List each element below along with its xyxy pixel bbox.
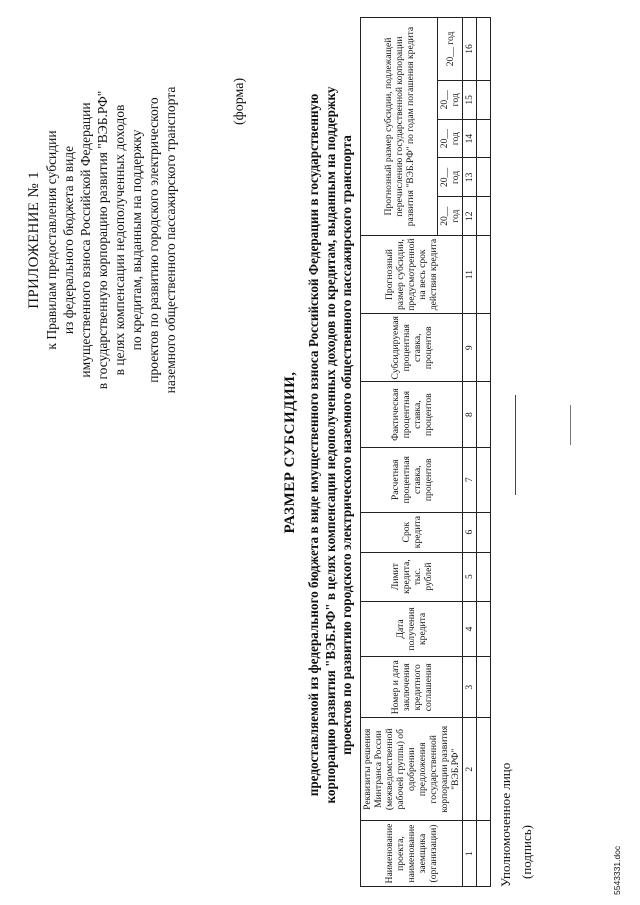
subsidy-table bbox=[360, 17, 491, 887]
empty-cell bbox=[477, 18, 491, 81]
signature-line bbox=[515, 395, 516, 495]
subtitle-line: корпорацию развития "ВЭБ.РФ" в целях компенсации недополученных доходов по кредитам, выданным на поддержку bbox=[322, 86, 338, 804]
empty-cell bbox=[477, 512, 491, 552]
year-header: 20__ год bbox=[438, 197, 463, 236]
appendix-block bbox=[26, 50, 179, 430]
empty-cell bbox=[477, 447, 491, 512]
header-cell: Прогнозный размер субсидии, подлежащей перечислению государственной корпорации развития "ВЭБ.РФ" по годам погашения кредита bbox=[361, 18, 438, 236]
appendix-line: в целях компенсации недополученных доходов bbox=[112, 104, 127, 376]
column-number: 6 bbox=[463, 512, 477, 552]
column-number: 8 bbox=[463, 382, 477, 447]
column-number: 14 bbox=[463, 119, 477, 158]
year-header: 20__ год bbox=[438, 119, 463, 158]
empty-cell bbox=[477, 552, 491, 601]
column-number: 12 bbox=[463, 197, 477, 236]
column-number: 16 bbox=[463, 18, 477, 81]
subtitle-line: проектов по развитию городского электрического наземного общественного пассажирского транспорта bbox=[339, 135, 354, 755]
column-number: 4 bbox=[463, 601, 477, 656]
document-subtitle bbox=[306, 65, 356, 825]
header-cell: Лимит кредита, тыс. рублей bbox=[361, 552, 463, 601]
empty-cell bbox=[477, 80, 491, 119]
appendix-line: имущественного взноса Российской Федерации bbox=[78, 102, 93, 378]
empty-cell bbox=[477, 657, 491, 718]
appendix-line: из федерального бюджета в виде bbox=[61, 145, 76, 335]
empty-cell bbox=[477, 197, 491, 236]
empty-cell bbox=[477, 236, 491, 314]
column-number: 5 bbox=[463, 552, 477, 601]
signature-line-short bbox=[570, 405, 571, 445]
file-name: 5543331.doc bbox=[612, 845, 622, 895]
column-number: 11 bbox=[463, 236, 477, 314]
empty-cell bbox=[477, 382, 491, 447]
appendix-line: наземного общественного пассажирского транспорта bbox=[163, 86, 178, 394]
empty-cell bbox=[477, 821, 491, 887]
empty-cell bbox=[477, 718, 491, 821]
column-number: 9 bbox=[463, 314, 477, 382]
header-cell: Дата получения кредита bbox=[361, 601, 463, 656]
appendix-title: ПРИЛОЖЕНИЕ № 1 bbox=[26, 171, 42, 309]
document-title: РАЗМЕР СУБСИДИИ, bbox=[282, 371, 298, 534]
year-header: 20__ год bbox=[438, 158, 463, 197]
signatory-role: Уполномоченное лицо bbox=[498, 762, 513, 887]
column-number: 3 bbox=[463, 657, 477, 718]
header-cell: Субсидируемая процентная ставка, процентов bbox=[361, 314, 463, 382]
appendix-line: по кредитам, выданным на поддержку bbox=[129, 129, 144, 351]
form-label: (форма) bbox=[232, 77, 247, 125]
empty-cell bbox=[477, 314, 491, 382]
header-cell: Наименование проекта, наименование заемщика (организации) bbox=[361, 821, 463, 887]
empty-cell bbox=[477, 601, 491, 656]
header-cell: Срок кредита bbox=[361, 512, 463, 552]
column-number: 1 bbox=[463, 821, 477, 887]
header-cell: Прогнозный размер субсидии, предусмотренной на весь срок действия кредита bbox=[361, 236, 463, 314]
year-header: 20__ год bbox=[438, 80, 463, 119]
header-cell: Номер и дата заключения кредитного соглашения bbox=[361, 657, 463, 718]
column-number: 15 bbox=[463, 80, 477, 119]
empty-cell bbox=[477, 158, 491, 197]
subtitle-line: предоставляемой из федерального бюджета в виде имущественного взноса Российской Федерации в государственную bbox=[306, 93, 321, 797]
column-number: 7 bbox=[463, 447, 477, 512]
year-header: 20__ год bbox=[438, 18, 463, 81]
appendix-line: в государственную корпорацию развития "ВЭБ.РФ" bbox=[95, 90, 110, 390]
signature-caption: (подпись) bbox=[519, 825, 534, 879]
header-cell: Фактическая процентная ставка, процентов bbox=[361, 382, 463, 447]
appendix-line: проектов по развитию городского электрического bbox=[146, 97, 161, 383]
column-number: 2 bbox=[463, 718, 477, 821]
appendix-line: к Правилам предоставления субсидии bbox=[44, 130, 59, 350]
header-cell: Реквизиты решения Минтранса России (межведомственной рабочей группы) об одобрении предложения государственной корпорации развития "ВЭБ.РФ" bbox=[361, 718, 463, 821]
empty-cell bbox=[477, 119, 491, 158]
header-cell: Расчетная процентная ставка, процентов bbox=[361, 447, 463, 512]
column-number: 13 bbox=[463, 158, 477, 197]
